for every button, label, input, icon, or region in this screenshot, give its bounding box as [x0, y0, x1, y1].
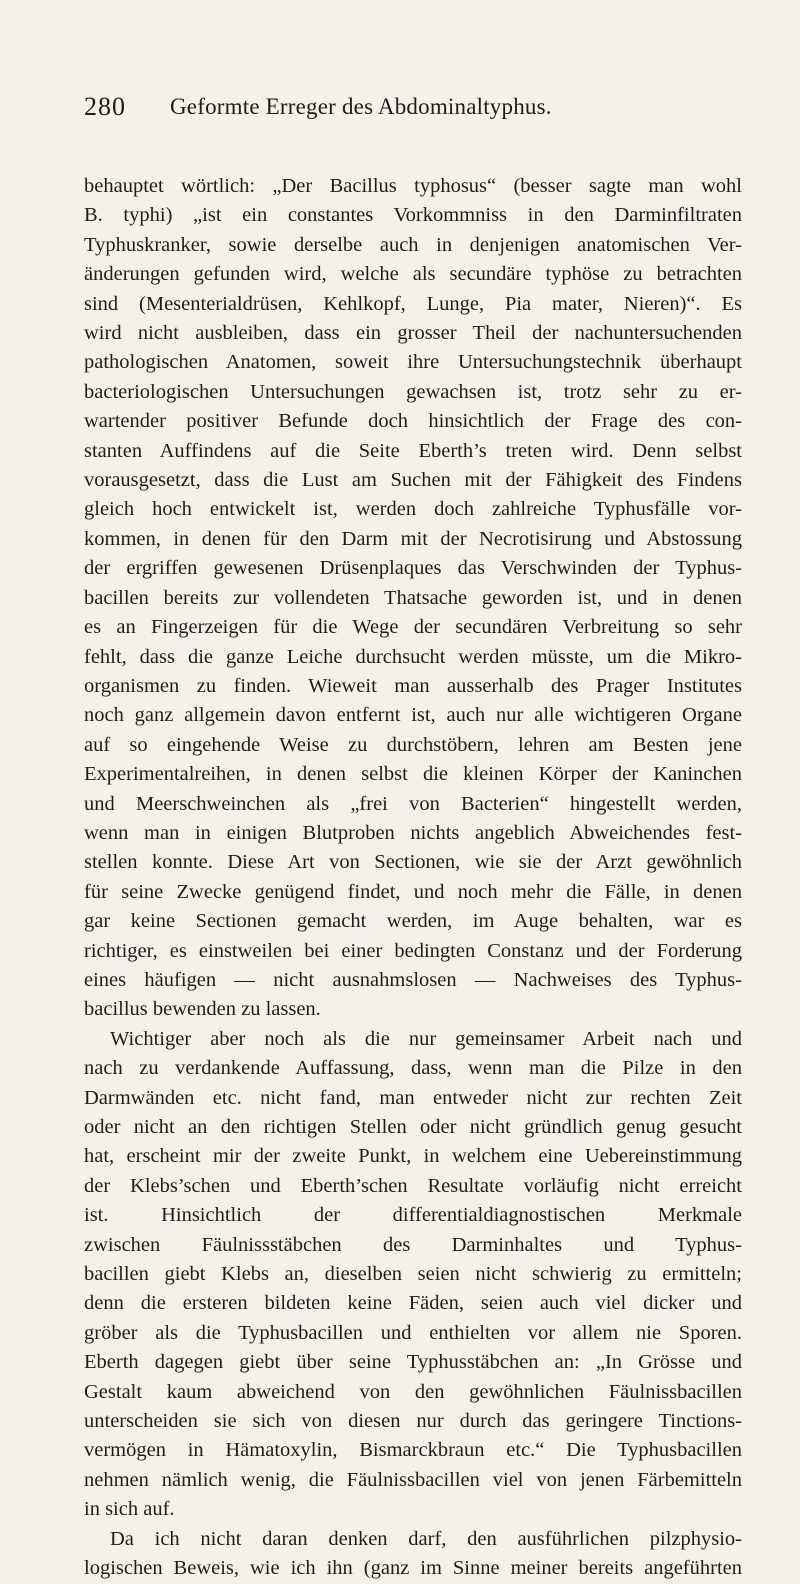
text-line: noch ganz allgemein davon entfernt ist, auch nur alle wichtigeren Organe — [84, 704, 742, 727]
text-line: änderungen gefunden wird, welche als secundäre typhöse zu betrachten — [84, 263, 742, 286]
text-line: bacillen bereits zur vollendeten Thatsache geworden ist, und in denen — [84, 586, 742, 609]
text-line: nach zu verdankende Auffassung, dass, wenn man die Pilze in den — [84, 1057, 742, 1080]
text-line: es an Fingerzeigen für die Wege der secundären Verbreitung so sehr — [84, 616, 742, 639]
text-line: in sich auf. — [84, 1498, 175, 1521]
page-number: 280 — [84, 92, 126, 121]
text-line: stanten Auffindens auf die Seite Eberth’s treten wird. Denn selbst — [84, 439, 742, 462]
text-line: der ergriffen gewesenen Drüsenplaques das Verschwinden der Typhus- — [84, 557, 742, 580]
text-line: auf so eingehende Weise zu durchstöbern, lehren am Besten jene — [84, 733, 742, 756]
text-line: richtiger, es einstweilen bei einer bedingten Constanz und der Forderung — [84, 939, 742, 962]
text-line: nehmen nämlich wenig, die Fäulnissbacillen viel von jenen Färbemitteln — [84, 1468, 742, 1491]
text-line: unterscheiden sie sich von diesen nur durch das geringere Tinctions- — [84, 1410, 742, 1433]
text-line: vorausgesetzt, dass die Lust am Suchen mit der Fähigkeit des Findens — [84, 469, 742, 492]
text-line: denn die ersteren bildeten keine Fäden, seien auch viel dicker und — [84, 1292, 742, 1315]
text-line: wartender positiver Befunde doch hinsichtlich der Frage des con- — [84, 410, 742, 433]
text-line: zwischen Fäulnissstäbchen des Darminhaltes und Typhus- — [84, 1233, 742, 1256]
body-text — [84, 172, 742, 1584]
text-line: bacillus bewenden zu lassen. — [84, 998, 321, 1021]
text-line: eines häufigen — nicht ausnahmslosen — Nachweises des Typhus- — [84, 968, 742, 991]
text-line: behauptet wörtlich: „Der Bacillus typhosus“ (besser sagte man wohl — [84, 175, 742, 197]
text-line: ist. Hinsichtlich der differentialdiagnostischen Merkmale — [84, 1204, 742, 1227]
text-line: wird nicht ausbleiben, dass ein grosser Theil der nachuntersuchenden — [84, 322, 742, 345]
text-line: Gestalt kaum abweichend von den gewöhnlichen Fäulnissbacillen — [84, 1380, 742, 1403]
text-line: Experimentalreihen, in denen selbst die kleinen Körper der Kaninchen — [84, 763, 742, 786]
text-line: kommen, in denen für den Darm mit der Necrotisirung und Abstossung — [84, 527, 742, 550]
text-line: gröber als die Typhusbacillen und enthielten vor allem nie Sporen. — [84, 1321, 742, 1344]
text-line: Wichtiger aber noch als die nur gemeinsamer Arbeit nach und — [110, 1027, 742, 1050]
text-line: fehlt, dass die ganze Leiche durchsucht werden müsste, um die Mikro- — [84, 645, 742, 668]
text-line: wenn man in einigen Blutproben nichts angeblich Abweichendes fest- — [84, 821, 742, 844]
text-line: Eberth dagegen giebt über seine Typhusstäbchen an: „In Grösse und — [84, 1351, 742, 1374]
text-line: pathologischen Anatomen, soweit ihre Untersuchungstechnik überhaupt — [84, 351, 742, 374]
text-line: Typhuskranker, sowie derselbe auch in denjenigen anatomischen Ver- — [84, 233, 742, 256]
text-line: Da ich nicht daran denken darf, den ausführlichen pilzphysio- — [110, 1527, 742, 1550]
text-line: hat, erscheint mir der zweite Punkt, in welchem eine Uebereinstimmung — [84, 1145, 742, 1168]
text-line: bacillen giebt Klebs an, dieselben seien nicht schwierig zu ermitteln; — [84, 1263, 742, 1286]
text-line: oder nicht an den richtigen Stellen oder nicht gründlich genug gesucht — [84, 1116, 742, 1138]
page-header — [84, 92, 710, 122]
text-line: bacteriologischen Untersuchungen gewachsen ist, trotz sehr zu er- — [84, 380, 742, 403]
text-line: sind (Mesenterialdrüsen, Kehlkopf, Lunge, Pia mater, Nieren)“. Es — [84, 292, 742, 315]
text-line: für seine Zwecke genügend findet, und noch mehr die Fälle, in denen — [84, 880, 742, 903]
text-line: gar keine Sectionen gemacht werden, im Auge behalten, war es — [84, 910, 742, 933]
text-line: und Meerschweinchen als „frei von Bacterien“ hingestellt werden, — [84, 792, 742, 815]
text-line: Darmwänden etc. nicht fand, man entweder nicht zur rechten Zeit — [84, 1086, 742, 1109]
text-line: B. typhi) „ist ein constantes Vorkommniss in den Darminfiltraten — [84, 204, 742, 227]
text-line: logischen Beweis, wie ich ihn (ganz im Sinne meiner bereits angeführten — [84, 1557, 742, 1580]
text-line: gleich hoch entwickelt ist, werden doch zahlreiche Typhusfälle vor- — [84, 498, 742, 521]
running-title: Geformte Erreger des Abdominaltyphus. — [170, 94, 552, 119]
text-line: organismen zu finden. Wieweit man ausserhalb des Prager Institutes — [84, 674, 742, 697]
text-line: der Klebs’schen und Eberth’schen Resultate vorläufig nicht erreicht — [84, 1174, 742, 1197]
text-line: stellen konnte. Diese Art von Sectionen, wie sie der Arzt gewöhnlich — [84, 851, 742, 874]
text-line: vermögen in Hämatoxylin, Bismarckbraun etc.“ Die Typhusbacillen — [84, 1439, 742, 1462]
